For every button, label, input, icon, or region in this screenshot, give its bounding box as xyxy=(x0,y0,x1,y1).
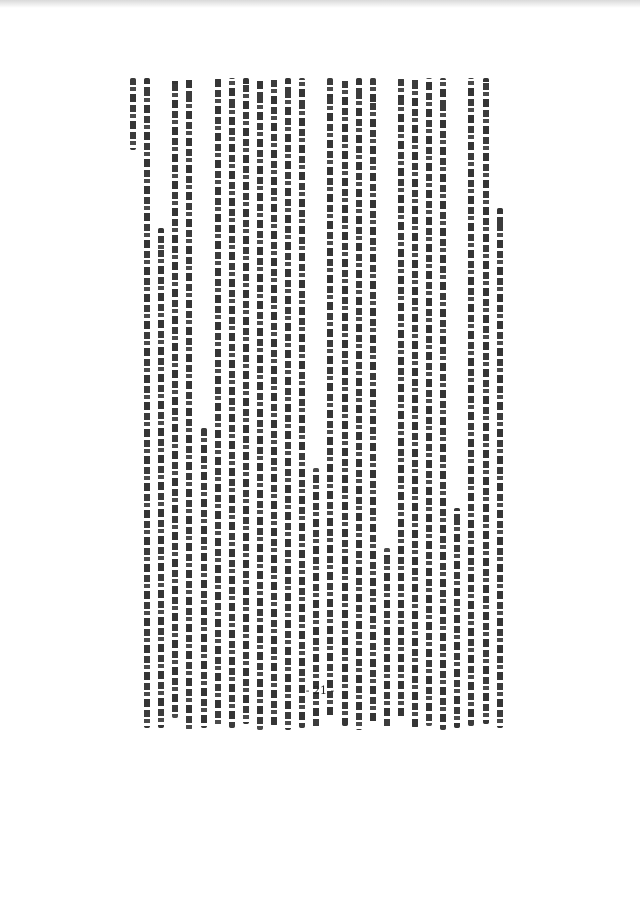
text-line xyxy=(370,78,376,724)
text-line xyxy=(356,78,362,730)
text-line xyxy=(398,78,404,718)
text-line xyxy=(384,548,390,728)
scan-edge xyxy=(0,0,640,8)
text-line xyxy=(172,78,178,718)
text-line xyxy=(144,78,150,728)
text-line xyxy=(440,78,446,730)
mongolian-text-block xyxy=(128,78,508,778)
text-line xyxy=(243,78,249,724)
text-line xyxy=(215,78,221,726)
text-line xyxy=(497,208,503,728)
text-line xyxy=(158,228,164,728)
text-line xyxy=(201,428,207,728)
text-line xyxy=(342,78,348,726)
text-line xyxy=(130,78,136,150)
text-line xyxy=(483,78,489,724)
text-line xyxy=(327,78,333,718)
text-line xyxy=(426,78,432,726)
text-line xyxy=(229,78,235,728)
text-line xyxy=(412,78,418,728)
page-number: - 21 - xyxy=(305,684,335,697)
text-line xyxy=(468,78,474,726)
text-line xyxy=(285,78,291,730)
text-line xyxy=(257,78,263,730)
text-line xyxy=(299,78,305,728)
text-line xyxy=(271,78,277,726)
text-line xyxy=(186,78,192,730)
